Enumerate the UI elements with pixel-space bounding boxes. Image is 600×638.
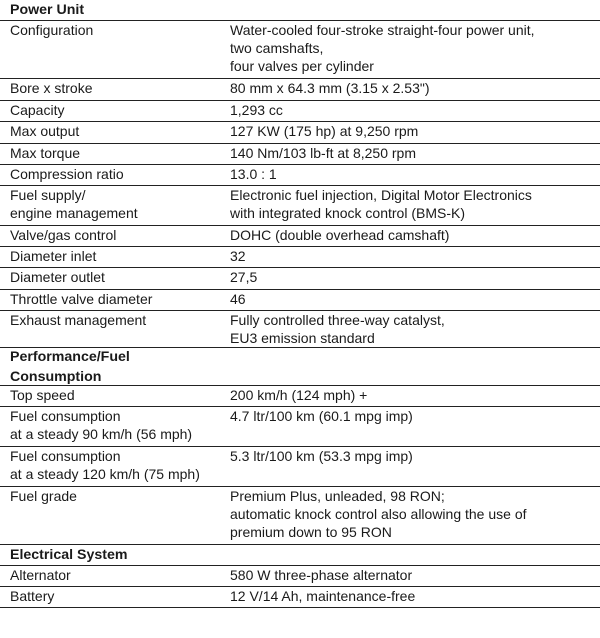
spec-value: 46 [230, 291, 246, 307]
spec-value: 13.0 : 1 [230, 166, 277, 182]
spec-row [0, 447, 600, 487]
section-title: Power Unit [10, 2, 85, 18]
spec-label: Fuel consumption at a steady 120 km/h (75 mph) [10, 448, 200, 482]
spec-value: 80 mm x 64.3 mm (3.15 x 2.53") [230, 80, 430, 96]
spec-label: Configuration [10, 22, 94, 38]
spec-row [0, 311, 600, 348]
spec-row [0, 226, 600, 247]
spec-row [0, 21, 600, 79]
spec-label: Capacity [10, 102, 65, 118]
spec-value: 200 km/h (124 mph) + [230, 387, 368, 403]
spec-value: 580 W three-phase alternator [230, 567, 413, 583]
spec-value: 12 V/14 Ah, maintenance-free [230, 588, 416, 604]
spec-row [0, 186, 600, 226]
spec-row [0, 101, 600, 122]
section-heading [0, 0, 600, 21]
spec-label: Diameter outlet [10, 269, 105, 285]
spec-value: 4.7 ltr/100 km (60.1 mpg imp) [230, 408, 413, 424]
spec-label: Fuel supply/ engine management [10, 187, 138, 221]
spec-value: Water-cooled four-stroke straight-four power unit, two camshafts, four valves per cylinder [230, 22, 535, 74]
section-title: Electrical System [10, 547, 128, 563]
spec-label: Fuel consumption at a steady 90 km/h (56 mph) [10, 408, 193, 442]
section-heading [0, 348, 600, 386]
spec-value: 127 KW (175 hp) at 9,250 rpm [230, 123, 419, 139]
spec-row [0, 144, 600, 165]
spec-row [0, 165, 600, 186]
spec-label: Top speed [10, 387, 75, 403]
spec-row [0, 386, 600, 407]
spec-value: 5.3 ltr/100 km (53.3 mpg imp) [230, 448, 413, 464]
spec-label: Fuel grade [10, 488, 77, 504]
spec-value: DOHC (double overhead camshaft) [230, 227, 450, 243]
spec-value: Electronic fuel injection, Digital Motor Electronics with integrated knock control (BMS-K) [230, 187, 532, 221]
spec-value: 27,5 [230, 269, 258, 285]
spec-label: Diameter inlet [10, 248, 97, 264]
spec-label: Exhaust management [10, 312, 147, 328]
spec-row [0, 79, 600, 101]
spec-value: 1,293 cc [230, 102, 283, 118]
spec-label: Alternator [10, 567, 71, 583]
spec-value: 140 Nm/103 lb-ft at 8,250 rpm [230, 145, 416, 161]
spec-label: Compression ratio [10, 166, 124, 182]
spec-row [0, 487, 600, 545]
spec-row [0, 290, 600, 311]
spec-row [0, 407, 600, 447]
spec-label: Max output [10, 123, 80, 139]
spec-label: Battery [10, 588, 55, 604]
section-title: Performance/Fuel Consumption [10, 348, 130, 385]
spec-row [0, 247, 600, 268]
spec-label: Bore x stroke [10, 80, 93, 96]
spec-row [0, 587, 600, 608]
spec-row [0, 122, 600, 144]
spec-value: Premium Plus, unleaded, 98 RON; automatic knock control also allowing the use of premium down to 95 RON [230, 488, 527, 540]
spec-label: Valve/gas control [10, 227, 117, 243]
spec-label: Max torque [10, 145, 81, 161]
spec-label: Throttle valve diameter [10, 291, 153, 307]
spec-row [0, 566, 600, 587]
spec-row [0, 268, 600, 290]
spec-value: 32 [230, 248, 246, 264]
section-heading [0, 545, 600, 566]
spec-value: Fully controlled three-way catalyst, EU3 emission standard [230, 312, 445, 346]
